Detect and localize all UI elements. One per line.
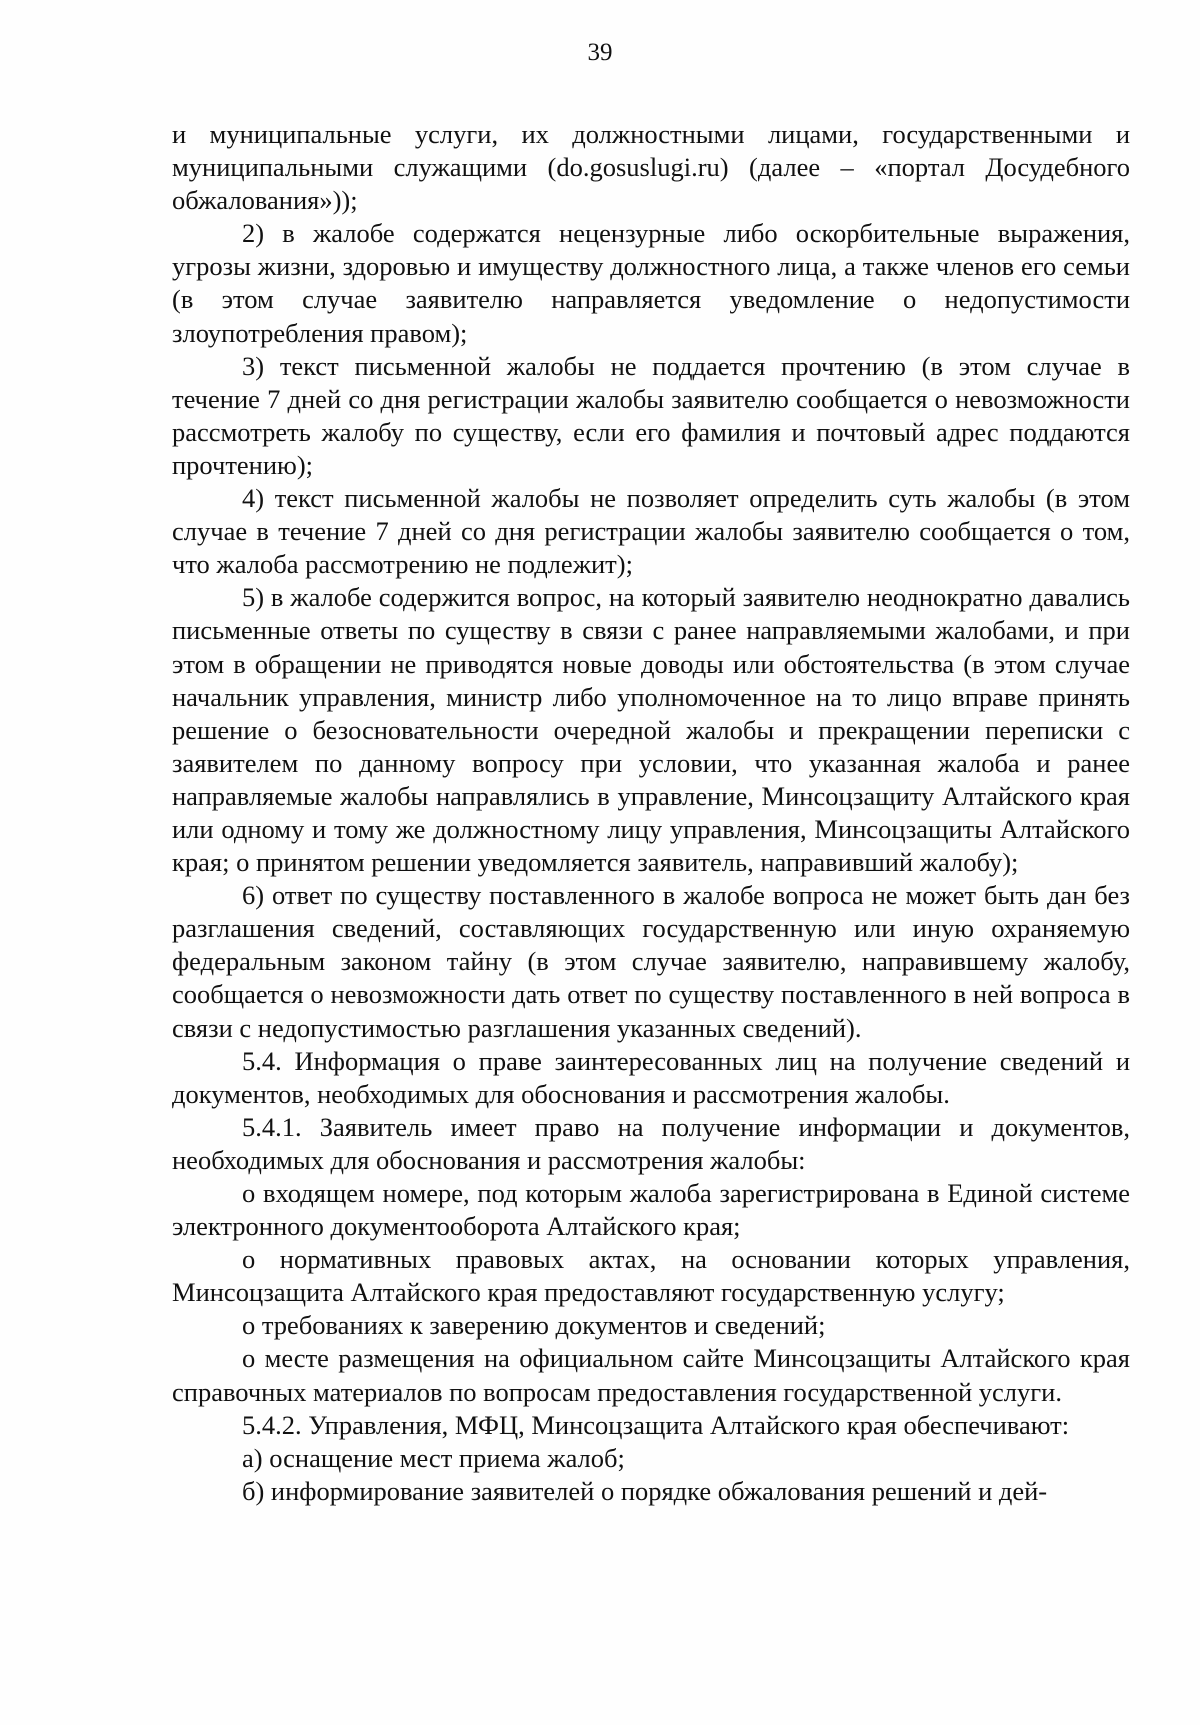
list-item-b: б) информирование заявителей о порядке обжалования решений и дей- (242, 1475, 1048, 1506)
section-5-4-1: 5.4.1. Заявитель имеет право на получение информации и документов, необходимых для обоснования и рассмотрения жалобы: (172, 1111, 1130, 1175)
list-item-certification-requirements: о требованиях к заверению документов и сведений; (242, 1310, 826, 1341)
paragraph-continuation: и муниципальные услуги, их должностными лицами, государственными и муниципальными служащими (do.gosuslugi.ru) (далее – «портал Досудебного обжалования»)); (172, 119, 1130, 216)
list-item-a: а) оснащение мест приема жалоб; (242, 1442, 625, 1473)
list-item-legal-acts: о нормативных правовых актах, на основании которых управления, Минсоцзащита Алтайского края предоставляют государственную услугу; (172, 1244, 1130, 1308)
paragraph-item-3: 3) текст письменной жалобы не поддается прочтению (в этом случае в течение 7 дней со дня регистрации жалобы заявителю сообщается о невозможности рассмотреть жалобу по существу, если его фамилия и почтовый адрес поддаются прочтению); (172, 350, 1130, 480)
list-item-incoming-number: о входящем номере, под которым жалоба зарегистрирована в Единой системе электронного документооборота Алтайского края; (172, 1178, 1130, 1242)
section-5-4-heading: 5.4. Информация о праве заинтересованных лиц на получение сведений и документов, необходимых для обоснования и рассмотрения жалобы. (172, 1045, 1130, 1109)
list-item-reference-materials: о месте размещения на официальном сайте Минсоцзащиты Алтайского края справочных материалов по вопросам предоставления государственной услуги. (172, 1343, 1130, 1407)
section-5-4-2: 5.4.2. Управления, МФЦ, Минсоцзащита Алтайского края обеспечивают: (242, 1409, 1070, 1440)
paragraph-item-5: 5) в жалобе содержится вопрос, на который заявителю неоднократно давались письменные ответы по существу в связи с ранее направляемыми жалобами, и при этом в обращении не приводятся новые доводы или обстоятельства (в этом случае начальник управления, министр либо уполномоченное на то лицо вправе принять решение о безосновательности очередной жалобы и прекращении переписки с заявителем по данному вопросу при условии, что указанная жалоба и ранее направляемые жалобы направлялись в управление, Минсоцзащиту Алтайского края или одному и тому же должностному лицу управления, Минсоцзащиты Алтайского края; о принятом решении уведомляется заявитель, направивший жалобу); (172, 582, 1130, 878)
paragraph-item-6: 6) ответ по существу поставленного в жалобе вопроса не может быть дан без разглашения сведений, составляющих государственную или иную охраняемую федеральным законом тайну (в этом случае заявителю, направившему жалобу, сообщается о невозможности дать ответ по существу поставленного в ней вопроса в связи с недопустимостью разглашения указанных сведений). (172, 880, 1130, 1043)
page-number: 39 (587, 39, 613, 66)
paragraph-item-4: 4) текст письменной жалобы не позволяет определить суть жалобы (в этом случае в течение 7 дней со дня регистрации жалобы заявителю сообщается о том, что жалоба рассмотрению не подлежит); (172, 483, 1130, 580)
body-text (172, 118, 1130, 1508)
paragraph-item-2: 2) в жалобе содержатся нецензурные либо оскорбительные выражения, угрозы жизни, здоровью и имуществу должностного лица, а также членов его семьи (в этом случае заявителю направляется уведомление о недопустимости злоупотребления правом); (172, 218, 1130, 348)
